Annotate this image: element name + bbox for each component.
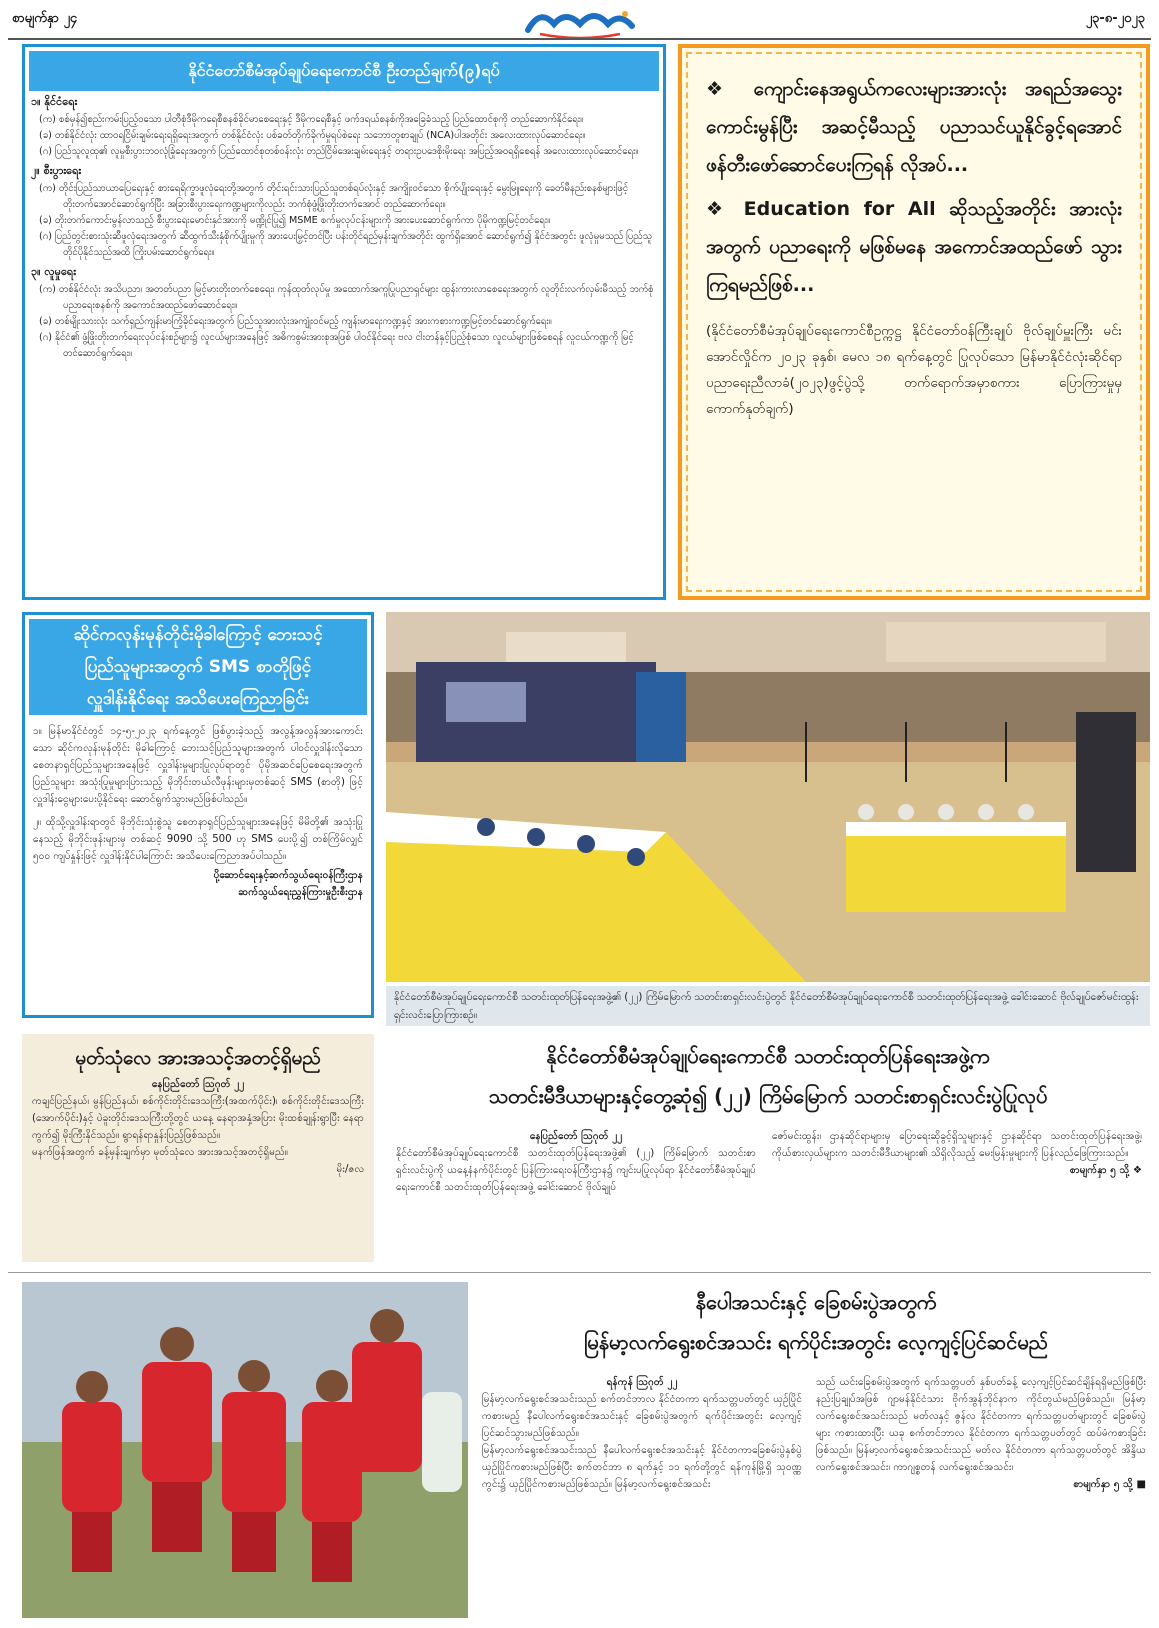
policy-item: (ခ) တစ်မျိုးသားလုံး သက်ရှည်ကျန်းမာကြံ့ခိုင်ရေးအတွက် ပြည်သူအားလုံးအကျုံးဝင်မည့် ကျန်းမာရေးကဏ္ဍနှင့် အားကစားကဏ္ဍမြင့်တင်ဆောင်ရွက်ရေး။: [39, 316, 552, 327]
weather-forecast: မနက်ဖြန်အတွက် ခန့်မှန်းချက်မှာ မုတ်သုံလေ အားအသင့်အတင့်ရှိမည်။: [32, 1147, 288, 1158]
policy-section-social: [25, 265, 663, 362]
page-number: စာမျက်နှာ ၂၄: [12, 11, 78, 26]
article-headline: နိုင်ငံတော်စီမံအုပ်ချုပ်ရေးကောင်စီ သတင်းထုတ်ပြန်ရေးအဖွဲ့က သတင်းမီဒီယာများနှင့်တွေ့ဆုံ၍ (၂၂) ကြိမ်မြောက် သတင်းစာရှင်းလင်းပွဲပြုလုပ်: [488, 1044, 1048, 1108]
photo-caption: နိုင်ငံတော်စီမံအုပ်ချုပ်ရေးကောင်စီ သတင်းထုတ်ပြန်ရေးအဖွဲ့၏ (၂၂) ကြိမ်မြောက် သတင်းစာရှင်းလင်းပွဲတွင် နိုင်ငံတော်စီမံအုပ်ချုပ်ရေးကောင်စီ သတင်းထုတ်ပြန်ရေးအဖွဲ့ ခေါင်းဆောင် ဗိုလ်ချုပ်ဇော်မင်းထွန်း ရှင်းလင်းပြောကြားစဉ်။: [386, 986, 1150, 1026]
weather-credit: မိုး/ဇလ: [336, 1164, 364, 1175]
diamond-icon: ❖: [706, 78, 754, 100]
policy-item: (ဂ) နိုင်ငံ၏ ဖွံ့ဖြိုးတိုးတက်ရေးလုပ်ငန်းစဉ်များ၌ လူငယ်များအနေဖြင့် အဓိကစွမ်းအားစုအဖြစ် ပါဝင်နိုင်ရေး ဗလ ငါးတန်နှင့်ပြည့်စုံသော လူငယ်များဖြစ်စေရန် လူငယ်ကဏ္ဍကို မြင့်တင်ဆောင်ရွက်ရေး။: [39, 332, 634, 359]
section-heading: ၂။ စီးပွားရေး: [31, 164, 82, 177]
policy-box-title: နိုင်ငံတော်စီမံအုပ်ချုပ်ရေးကောင်စီ ဦးတည်ချက်(၉)ရပ်: [29, 51, 659, 91]
policy-objectives-box: [22, 44, 666, 600]
weather-forecast-box: [22, 1034, 374, 1262]
policy-item: (ခ) တိုးတက်ကောင်းမွန်လာသည့် စီးပွားရေးမောင်းနှင်အားကို မဏ္ဍိုင်ပြု၍ MSME စက်မှုလုပ်ငန်းများကို အားပေးဆောင်ရွက်ကာ ပိုမိုကဏ္ဍမြင့်တင်ရေး။: [39, 215, 551, 226]
sms-notice-title: ဆိုင်ကလုန်းမုန်တိုင်းမိုခါကြောင့် ဘေးသင့် ပြည်သူများအတွက် SMS စာတိုဖြင့် လှူဒါန်းနိုင်ရေး အသိပေးကြေညာခြင်း: [29, 619, 367, 715]
policy-item: (ဂ) ပြည်သူလူထု၏ လူမှုစီးပွားဘဝလုံခြုံရေးအတွက် ပြည်ထောင်စုတစ်ဝန်းလုံး တည်ငြိမ်အေးချမ်းရေးနှင့် တရားဥပဒေစိုးမိုးရေး အပြည့်အဝရရှိစေရန် အလေးထားလုပ်ဆောင်ရေး။: [39, 146, 639, 157]
football-column-2: [816, 1374, 1146, 1493]
policy-item: (က) တိုင်းပြည်သာယာပြေရေးနှင့် စားရေရိက္ခာဖူလုံရေးတို့အတွက် တိုင်းရင်းသားပြည်သူတစ်ရပ်လုံးနှင့် အကျိုးဝင်သော စိုက်ပျိုးရေးနှင့် မွေးမြူရေးကို ခေတ်မီနည်းစနစ်များဖြင့် တိုးတက်အောင်ဆောင်ရွက်ပြီး အခြားစီးပွားရေးကဏ္ဍများကိုလည်း ဘက်စုံဖွံ့ဖြိုးတိုးတက်အောင် တည်ဆောက်ရေး။: [39, 183, 629, 210]
policy-item: (က) တစ်နိုင်ငံလုံး အသိပညာ၊ အတတ်ပညာ မြင့်မားတိုးတက်စေရေး၊ ကုန်ထုတ်လုပ်မှု အထောက်အကူပြုပညာရှင်များ ထွန်းကားလာစေရေးအတွက် လူတိုင်းလက်လှမ်းမီသည့် ဘက်စုံပညာရေးစနစ်ကို အကောင်အထည်ဖော်ဆောင်ရေး။: [39, 284, 654, 311]
policy-section-political: [25, 95, 663, 160]
section-heading: ၁။ နိုင်ငံရေး: [31, 95, 78, 108]
football-headline: နီပေါအသင်းနှင့် ခြေစမ်းပွဲအတွက် မြန်မာ့လက်ရွေးစင်အသင်း ရက်ပိုင်းအတွင်း လေ့ကျင့်ပြင်ဆင်မည်: [583, 1290, 1049, 1354]
football-continue: စာမျက်နှာ ၅ သို့ ■: [1073, 1479, 1146, 1490]
weather-title: မုတ်သုံလေ အားအသင့်အတင့်ရှိမည်: [75, 1047, 321, 1069]
diamond-icon: ❖: [706, 198, 744, 220]
quote-source: (နိုင်ငံတော်စီမံအုပ်ချုပ်ရေးကောင်စီဥက္ကဋ္ဌ နိုင်ငံတော်ဝန်ကြီးချုပ် ဗိုလ်ချုပ်မှူးကြီး မင်းအောင်လှိုင်က ၂၀၂၃ ခုနှစ်၊ မေလ ၁၈ ရက်နေ့တွင် ပြုလုပ်သော မြန်မာနိုင်ငံလုံးဆိုင်ရာ ပညာရေးညီလာခံ(၂၀၂၃)ဖွင့်ပွဲသို့ တက်ရောက်အမှာစကား ပြောကြားမှုမှ ကောက်နုတ်ချက်): [706, 323, 1122, 417]
issue-date: ၂၃-၈-၂၀၂၃: [1085, 11, 1145, 26]
education-quote-box: [678, 44, 1150, 600]
article-column-2: [772, 1128, 1142, 1179]
section-divider: [8, 1272, 1151, 1273]
weather-body: ကချင်ပြည်နယ်၊ မွန်ပြည်နယ်၊ စစ်ကိုင်းတိုင်းဒေသကြီး(အထက်ပိုင်း)၊ စစ်ကိုင်းတိုင်းဒေသကြီး (အောက်ပိုင်း)နှင့် ပဲခူးတိုင်းဒေသကြီးတို့တွင် ယနေ့ နေရာအနှံ့အပြား မိုးထစ်ချုန်းရွာပြီး နေရာကွက်၍ မိုးကြီးနိုင်သည်။ ရွာရန်ရာနှုန်းပြည့်ဖြစ်သည်။: [32, 1096, 364, 1141]
quote-bullet: ❖ Education for All ဆိုသည့်အတိုင်း အားလုံးအတွက် ပညာရေးကို မဖြစ်မနေ အကောင်အထည်ဖော် သွားကြရမည်ဖြစ်...: [706, 198, 1122, 296]
football-text: သည် ယင်းခြေစမ်းပွဲအတွက် ရက်သတ္တပတ် နှစ်ပတ်ခန့် လေ့ကျင့်ပြင်ဆင်ချိန်ရရှိမည်ဖြစ်ပြီး နည်းပြချုပ်အဖြစ် ဂျာမန်နိုင်ငံသား ဗိုက်အွန်ဘိုင်နာက ကိုင်တွယ်မည်ဖြစ်သည်။ မြန်မာ့လက်ရွေးစင်အသင်းသည် မတ်လနှင့် ဇွန်လ နိုင်ငံတကာ ရက်သတ္တပတ်များတွင် ခြေစမ်းပွဲများ ကစားထားပြီး ယခု စက်တင်ဘာလ နိုင်ငံတကာ ရက်သတ္တပတ်တွင် ထပ်မံကစားခြင်း ဖြစ်သည်။ မြန်မာ့လက်ရွေးစင်အသင်းသည် မတ်လ နိုင်ငံတကာ ရက်သတ္တပတ်တွင် အိန္ဒိယလက်ရွေးစင်အသင်း၊ ကာဂျစ္စတန် လက်ရွေးစင်အသင်း၊: [816, 1377, 1146, 1473]
policy-section-economic: [25, 164, 663, 261]
section-heading: ၃။ လူမှုရေး: [31, 265, 77, 278]
policy-item: (ဂ) ပြည်တွင်းစားသုံးဆီဖူလုံရေးအတွက် ဆီထွက်သီးနှံစိုက်ပျိုးမှုကို အားပေးမြှင့်တင်ပြီး ပန်းတိုင်ရည်မှန်းချက်အတိုင်း ထွက်ရှိအောင် ဆောင်ရွက်၍ နိုင်ငံအတွင်း ဖူလုံမှုမသည် ပြည်သူတိုင်ပိုနိုင်သည်အထိ ကြိုးပမ်းဆောင်ရွက်ရေး။: [39, 231, 652, 258]
press-conference-photo: [386, 612, 1150, 982]
article-dateline: နေပြည်တော် ဩဂုတ် ၂၂: [529, 1131, 623, 1142]
article-text: ဇော်မင်းထွန်း၊ ဌာနဆိုင်ရာများမှ ပြောရေးဆိုခွင့်ရှိသူများနှင့် ဌာနဆိုင်ရာ သတင်းထုတ်ပြန်ရေးအဖွဲ့၊ ကိုယ်စားလှယ်များက သတင်းမီဒီယာများ၏ သိရှိလိုသည့် မေးမြန်းမှုများကို ပြန်လည်ဖြေကြားသည်။: [772, 1131, 1142, 1159]
article-column-1: [396, 1128, 756, 1196]
header-rule: [8, 38, 1151, 40]
article-continue: စာမျက်နှာ ၅ သို့ ❖: [1069, 1165, 1142, 1176]
football-team-photo: [22, 1282, 468, 1618]
article-text: နိုင်ငံတော်စီမံအုပ်ချုပ်ရေးကောင်စီ သတင်းထုတ်ပြန်ရေးအဖွဲ့၏ (၂၂) ကြိမ်မြောက် သတင်းစာရှင်းလင်းပွဲကို ယနေ့နံနက်ပိုင်းတွင် ပြန်ကြားရေးဝန်ကြီးဌာန၌ ကျင်းပပြုလုပ်ရာ နိုင်ငံတော်စီမံအုပ်ချုပ်ရေးကောင်စီ သတင်းထုတ်ပြန်ရေးအဖွဲ့ ခေါင်းဆောင် ဗိုလ်ချုပ်: [396, 1148, 756, 1193]
press-conference-article: [386, 1036, 1150, 1264]
sms-notice-signature: ပို့ဆောင်ရေးနှင့်ဆက်သွယ်ရေးဝန်ကြီးဌာန ဆက်သွယ်ရေးညွှန်ကြားမှုဦးစီးဌာန: [213, 870, 363, 898]
weather-dateline: နေပြည်တော် ဩဂုတ် ၂၂: [151, 1079, 245, 1090]
masthead-logo: [520, 4, 640, 40]
football-text: မြန်မာ့လက်ရွေးစင်အသင်းသည် စက်တင်ဘာလ နိုင်ငံတကာ ရက်သတ္တပတ်တွင် ယှဉ်ပြိုင်ကစားမည့် နီပေါလက်ရွေးစင်အသင်းနှင့် ခြေစမ်းပွဲအတွက် ရက်ပိုင်းအတွင်း လေ့ကျင့်ပြင်ဆင်သွားမည်ဖြစ်သည်။: [482, 1394, 802, 1439]
sms-notice-para1: ၁။ မြန်မာနိုင်ငံတွင် ၁၄-၅-၂၀၂၃ ရက်နေ့တွင် ဖြစ်ပွားခဲ့သည့် အလွန့်အလွန်အားကောင်းသော ဆိုင်ကလုန်းမုန်တိုင်း မိုခါကြောင့် ဘေးသင့်ပြည်သူများအတွက် ပါဝင်လှူဒါန်းလိုသော စေတနာရှင်ပြည်သူများအနေဖြင့် လှူဒါန်းမှုများပြုလုပ်ရာတွင် ပိုမိုအဆင်ပြေစေရေးအတွက် ပြည်သူများ အသုံးပြုမှုများပြားသည့် မိုဘိုင်းတယ်လီဖုန်းများမှတစ်ဆင့် SMS (စာတို) ဖြင့် လှူဒါန်းငွေများပေးပို့နိုင်ရေး ဆောင်ရွက်သွားမည်ဖြစ်ပါသည်။: [33, 726, 363, 805]
football-column-1: [482, 1374, 802, 1493]
policy-item: (က) စစ်မှန်၍စည်းကမ်းပြည့်ဝသော ပါတီစုံဒီမိုကရေစီစနစ်ခိုင်မာစေရေးနှင့် ဒီမိုကရေစီနှင့် ဖက်ဒရယ်စနစ်ကိုအခြေခံသည့် ပြည်ထောင်စုကို တည်ဆောက်နိုင်ရေး။: [39, 114, 584, 125]
football-article: [482, 1282, 1150, 1618]
quote-bullet: ❖ ကျောင်းနေအရွယ်ကလေးများအားလုံး အရည်အသွေးကောင်းမွန်ပြီး အဆင့်မီသည့် ပညာသင်ယူနိုင်ခွင့်ရအောင် ဖန်တီးဖော်ဆောင်ပေးကြရန် လိုအပ်...: [706, 78, 1122, 176]
sms-notice-para2: ၂။ ထိုသို့လှူဒါန်းရာတွင် မိုဘိုင်းသုံးစွဲသူ စေတနာရှင်ပြည်သူများအနေဖြင့် မိမိတို့၏ အသုံးပြုနေသည့် မိုဘိုင်းဖုန်းများမှ တစ်ဆင့် 9090 သို့ 500 ဟု SMS ပေးပို့၍ တစ်ကြိမ်လျှင် ၅၀၀ ကျပ်နှုန်းဖြင့် လှူဒါန်းနိုင်ပါကြောင်း အသိပေးကြေညာအပ်ပါသည်။: [33, 817, 363, 862]
football-dateline: ရန်ကုန် ဩဂုတ် ၂၂: [606, 1377, 678, 1388]
sms-donation-notice: [22, 612, 374, 1018]
policy-item: (ခ) တစ်နိုင်ငံလုံး ထာဝရငြိမ်းချမ်းရေးရရှိရေးအတွက် တစ်နိုင်ငံလုံး ပစ်ခတ်တိုက်ခိုက်မှုရပ်စဲရေး သဘောတူစာချုပ် (NCA)ပါအတိုင်း အလေးထားလုပ်ဆောင်ရေး။: [39, 130, 586, 141]
football-text: မြန်မာ့လက်ရွေးစင်အသင်းသည် နီပေါလက်ရွေးစင်အသင်းနှင့် နိုင်ငံတကာခြေစမ်းပွဲနှစ်ပွဲ ယှဉ်ပြိုင်ကစားမည်ဖြစ်ပြီး စက်တင်ဘာ ၈ ရက်နှင့် ၁၁ ရက်တို့တွင် ရန်ကုန်မြို့ရှိ သုဝဏ္ဏ ကွင်း၌ ယှဉ်ပြိုင်ကစားမည်ဖြစ်သည်။ မြန်မာ့လက်ရွေးစင်အသင်း: [482, 1445, 802, 1490]
